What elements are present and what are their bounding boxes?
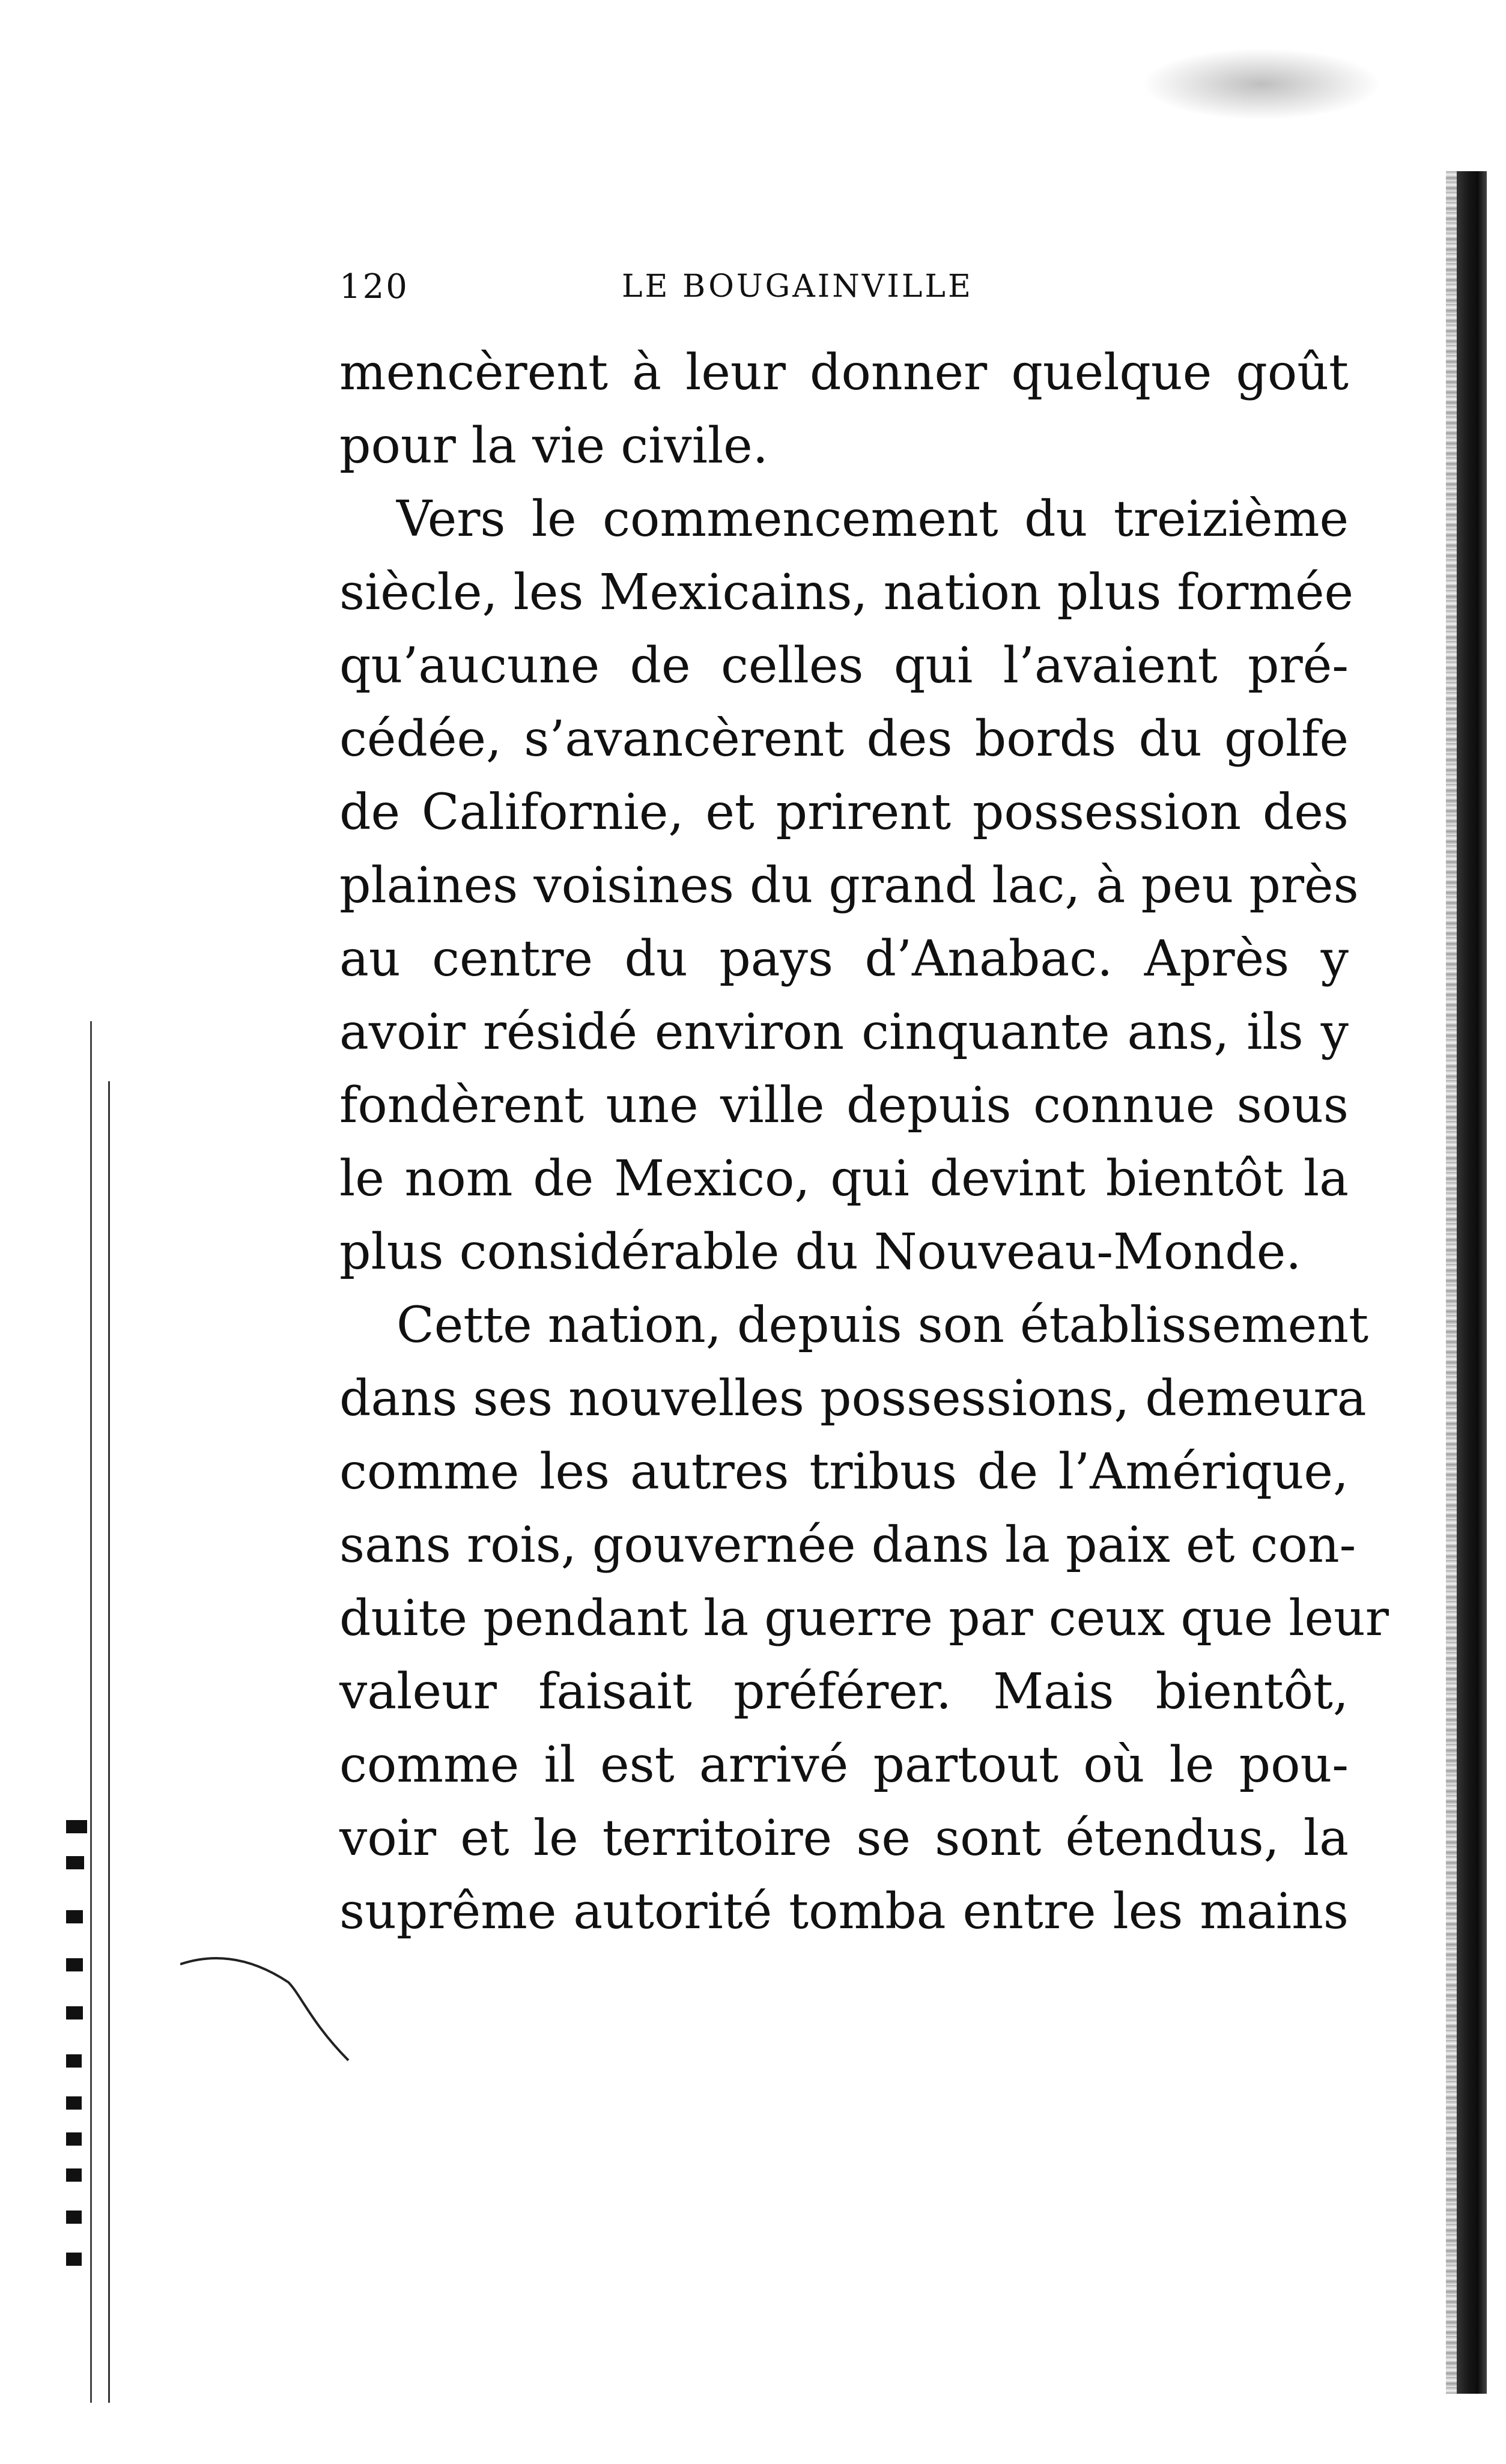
page-header [339,267,1361,321]
page-number: 120 [339,267,409,306]
text-line: qu’aucune de celles qui l’avaient pré- [339,637,1349,694]
binding-marks [66,1021,132,2427]
text-line: Cette nation, depuis son établissement [396,1297,1369,1354]
text-line: pour la vie civile. [339,417,768,475]
text-line: dans ses nouvelles possessions, demeura [339,1370,1367,1427]
scan-smudge [1141,48,1382,120]
text-line: de Californie, et prirent possession des [339,784,1349,841]
text-line: comme les autres tribus de l’Amérique, [339,1443,1349,1501]
text-line: avoir résidé environ cinquante ans, ils y [339,1004,1349,1061]
text-line: voir et le territoire se sont étendus, la [339,1810,1349,1867]
text-line: suprême autorité tomba entre les mains [339,1883,1349,1940]
text-line: comme il est arrivé partout où le pou- [339,1737,1349,1794]
text-line: mencèrent à leur donner quelque goût [339,344,1349,401]
text-line: plus considérable du Nouveau-Monde. [339,1224,1302,1281]
text-line: valeur faisait préférer. Mais bientôt, [339,1663,1349,1720]
pencil-mark-icon [180,1940,360,2096]
text-line: au centre du pays d’Anabac. Après y [339,930,1349,988]
text-line: cédée, s’avancèrent des bords du golfe [339,711,1349,768]
page-edge-shadow [1457,171,1487,2394]
text-line: Vers le commencement du treizième [396,491,1349,548]
body-text [339,336,1389,1949]
text-line: duite pendant la guerre par ceux que leur [339,1590,1389,1647]
text-line: sans rois, gouvernée dans la paix et con- [339,1517,1356,1574]
text-line: plaines voisines du grand lac, à peu près [339,857,1359,914]
text-line: siècle, les Mexicains, nation plus formée [339,564,1354,621]
text-line: le nom de Mexico, qui devint bientôt la [339,1150,1349,1207]
text-line: fondèrent une ville depuis connue sous [339,1077,1349,1134]
running-title: LE BOUGAINVILLE [622,269,973,305]
